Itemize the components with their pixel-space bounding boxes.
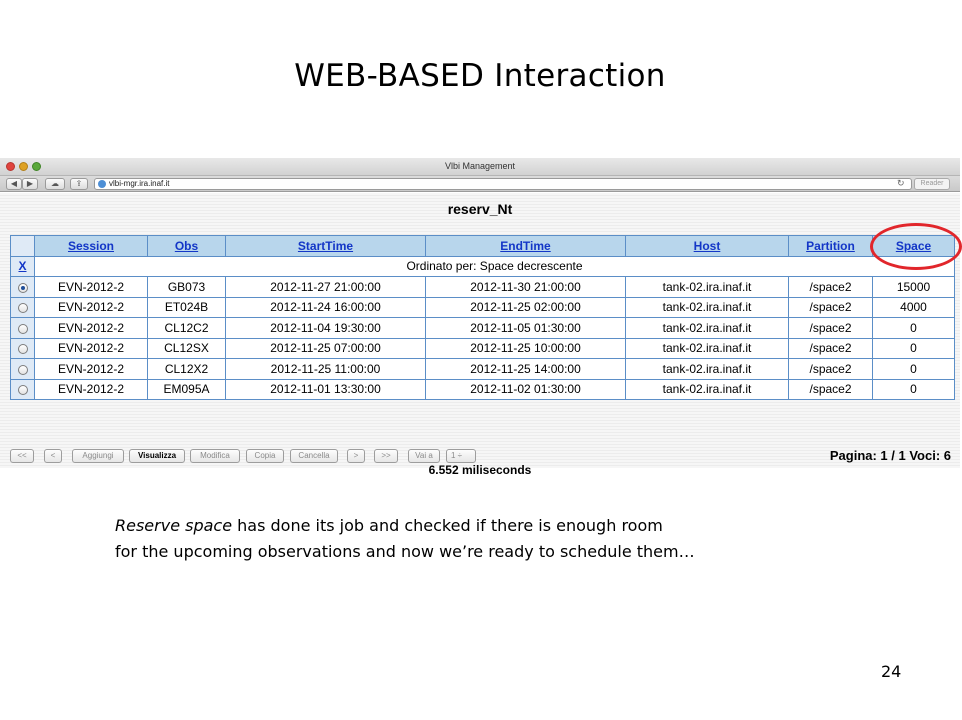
cell-obs: CL12C2 [148, 318, 226, 339]
cell-obs: EM095A [148, 379, 226, 400]
table-header-row [11, 236, 955, 257]
column-header-endtime[interactable]: EndTime [426, 236, 626, 257]
cell-obs: GB073 [148, 277, 226, 298]
row-radio-button[interactable] [18, 324, 28, 334]
copy-button[interactable]: Copia [246, 449, 284, 463]
cell-starttime: 2012-11-25 11:00:00 [226, 359, 426, 380]
back-icon[interactable]: ◀ [6, 178, 22, 190]
address-bar[interactable] [94, 178, 912, 190]
cell-starttime: 2012-11-01 13:30:00 [226, 379, 426, 400]
cell-space: 15000 [873, 277, 955, 298]
previous-page-button[interactable]: < [44, 449, 62, 463]
forward-icon[interactable]: ▶ [22, 178, 38, 190]
cell-endtime: 2012-11-30 21:00:00 [426, 277, 626, 298]
table-row[interactable] [11, 277, 955, 298]
add-button[interactable]: Aggiungi [72, 449, 124, 463]
table-row[interactable] [11, 297, 955, 318]
paging-info: Pagina: 1 / 1 Voci: 6 [829, 448, 951, 463]
cell-space: 0 [873, 379, 955, 400]
column-header-space[interactable]: Space [873, 236, 955, 257]
row-radio-button[interactable] [18, 385, 28, 395]
cell-host: tank-02.ira.inaf.it [626, 277, 789, 298]
caption-line-2: for the upcoming observations and now we’re ready to schedule them… [115, 542, 695, 561]
table-row[interactable] [11, 318, 955, 339]
table-title: reserv_Nt [447, 201, 513, 217]
cell-space: 0 [873, 318, 955, 339]
cell-host: tank-02.ira.inaf.it [626, 318, 789, 339]
cell-session: EVN-2012-2 [35, 318, 148, 339]
table-row[interactable] [11, 379, 955, 400]
slide-title: WEB-BASED Interaction [294, 58, 666, 94]
cell-partition: /space2 [789, 359, 873, 380]
web-page [0, 193, 960, 477]
cell-session: EVN-2012-2 [35, 379, 148, 400]
cell-endtime: 2012-11-02 01:30:00 [426, 379, 626, 400]
icloud-tabs-icon[interactable]: ☁ [45, 178, 65, 190]
selector-column-header [11, 236, 35, 257]
clear-sort-cell [11, 256, 35, 277]
last-page-button[interactable]: >> [374, 449, 398, 463]
table-row[interactable] [11, 338, 955, 359]
cell-partition: /space2 [789, 318, 873, 339]
browser-window [0, 158, 960, 477]
goto-button[interactable]: Vai a [408, 449, 440, 463]
cell-obs: CL12X2 [148, 359, 226, 380]
sort-info-row [11, 256, 955, 277]
row-selector-cell [11, 297, 35, 318]
column-header-starttime[interactable]: StartTime [226, 236, 426, 257]
edit-button[interactable]: Modifica [190, 449, 240, 463]
cell-obs: ET024B [148, 297, 226, 318]
cell-partition: /space2 [789, 297, 873, 318]
view-button[interactable]: Visualizza [129, 449, 185, 463]
row-selector-cell [11, 338, 35, 359]
slide-caption [115, 513, 875, 565]
cell-space: 0 [873, 338, 955, 359]
cell-endtime: 2012-11-25 02:00:00 [426, 297, 626, 318]
cell-host: tank-02.ira.inaf.it [626, 359, 789, 380]
space-column-highlight-ring [870, 223, 962, 270]
column-header-partition[interactable]: Partition [789, 236, 873, 257]
window-title: Vlbi Management [444, 161, 516, 171]
column-header-host[interactable]: Host [626, 236, 789, 257]
cell-space: 4000 [873, 297, 955, 318]
row-radio-button[interactable] [18, 365, 28, 375]
cell-endtime: 2012-11-25 14:00:00 [426, 359, 626, 380]
row-radio-button[interactable] [18, 344, 28, 354]
row-selector-cell [11, 318, 35, 339]
cell-endtime: 2012-11-25 10:00:00 [426, 338, 626, 359]
cell-starttime: 2012-11-25 07:00:00 [226, 338, 426, 359]
cell-starttime: 2012-11-24 16:00:00 [226, 297, 426, 318]
cell-session: EVN-2012-2 [35, 277, 148, 298]
caption-line-1-text: has done its job and checked if there is enough room [232, 516, 663, 535]
cell-obs: CL12SX [148, 338, 226, 359]
cell-partition: /space2 [789, 277, 873, 298]
cell-session: EVN-2012-2 [35, 359, 148, 380]
caption-line-1 [115, 513, 875, 539]
clear-sort-link[interactable]: X [18, 259, 27, 274]
column-header-session[interactable]: Session [35, 236, 148, 257]
cell-starttime: 2012-11-04 19:30:00 [226, 318, 426, 339]
cell-partition: /space2 [789, 379, 873, 400]
reader-button[interactable]: Reader [914, 178, 950, 190]
column-header-obs[interactable]: Obs [148, 236, 226, 257]
first-page-button[interactable]: << [10, 449, 34, 463]
row-selector-cell [11, 359, 35, 380]
row-selector-cell [11, 379, 35, 400]
caption-emphasis: Reserve space [115, 516, 233, 535]
cell-host: tank-02.ira.inaf.it [626, 297, 789, 318]
table-row[interactable] [11, 359, 955, 380]
reservation-table [10, 235, 955, 400]
cell-endtime: 2012-11-05 01:30:00 [426, 318, 626, 339]
reload-icon[interactable]: ↻ [897, 178, 905, 188]
page-select[interactable]: 1 ÷ [446, 449, 476, 463]
cell-host: tank-02.ira.inaf.it [626, 379, 789, 400]
query-timing: 6.552 miliseconds [428, 463, 532, 477]
row-selector-cell [11, 277, 35, 298]
row-radio-button[interactable] [18, 303, 28, 313]
row-radio-button[interactable] [18, 283, 28, 293]
cell-session: EVN-2012-2 [35, 338, 148, 359]
slide-number: 24 [881, 662, 902, 681]
cell-space: 0 [873, 359, 955, 380]
address-url: vlbi-mgr.ira.inaf.it [109, 179, 170, 188]
cell-host: tank-02.ira.inaf.it [626, 338, 789, 359]
cell-starttime: 2012-11-27 21:00:00 [226, 277, 426, 298]
share-icon[interactable]: ⇪ [70, 178, 88, 190]
browser-toolbar [0, 176, 960, 192]
sort-message: Ordinato per: Space decrescente [35, 256, 955, 277]
next-page-button[interactable]: > [347, 449, 365, 463]
cell-partition: /space2 [789, 338, 873, 359]
cell-session: EVN-2012-2 [35, 297, 148, 318]
delete-button[interactable]: Cancella [290, 449, 338, 463]
window-titlebar [0, 158, 960, 176]
globe-icon [98, 180, 106, 188]
